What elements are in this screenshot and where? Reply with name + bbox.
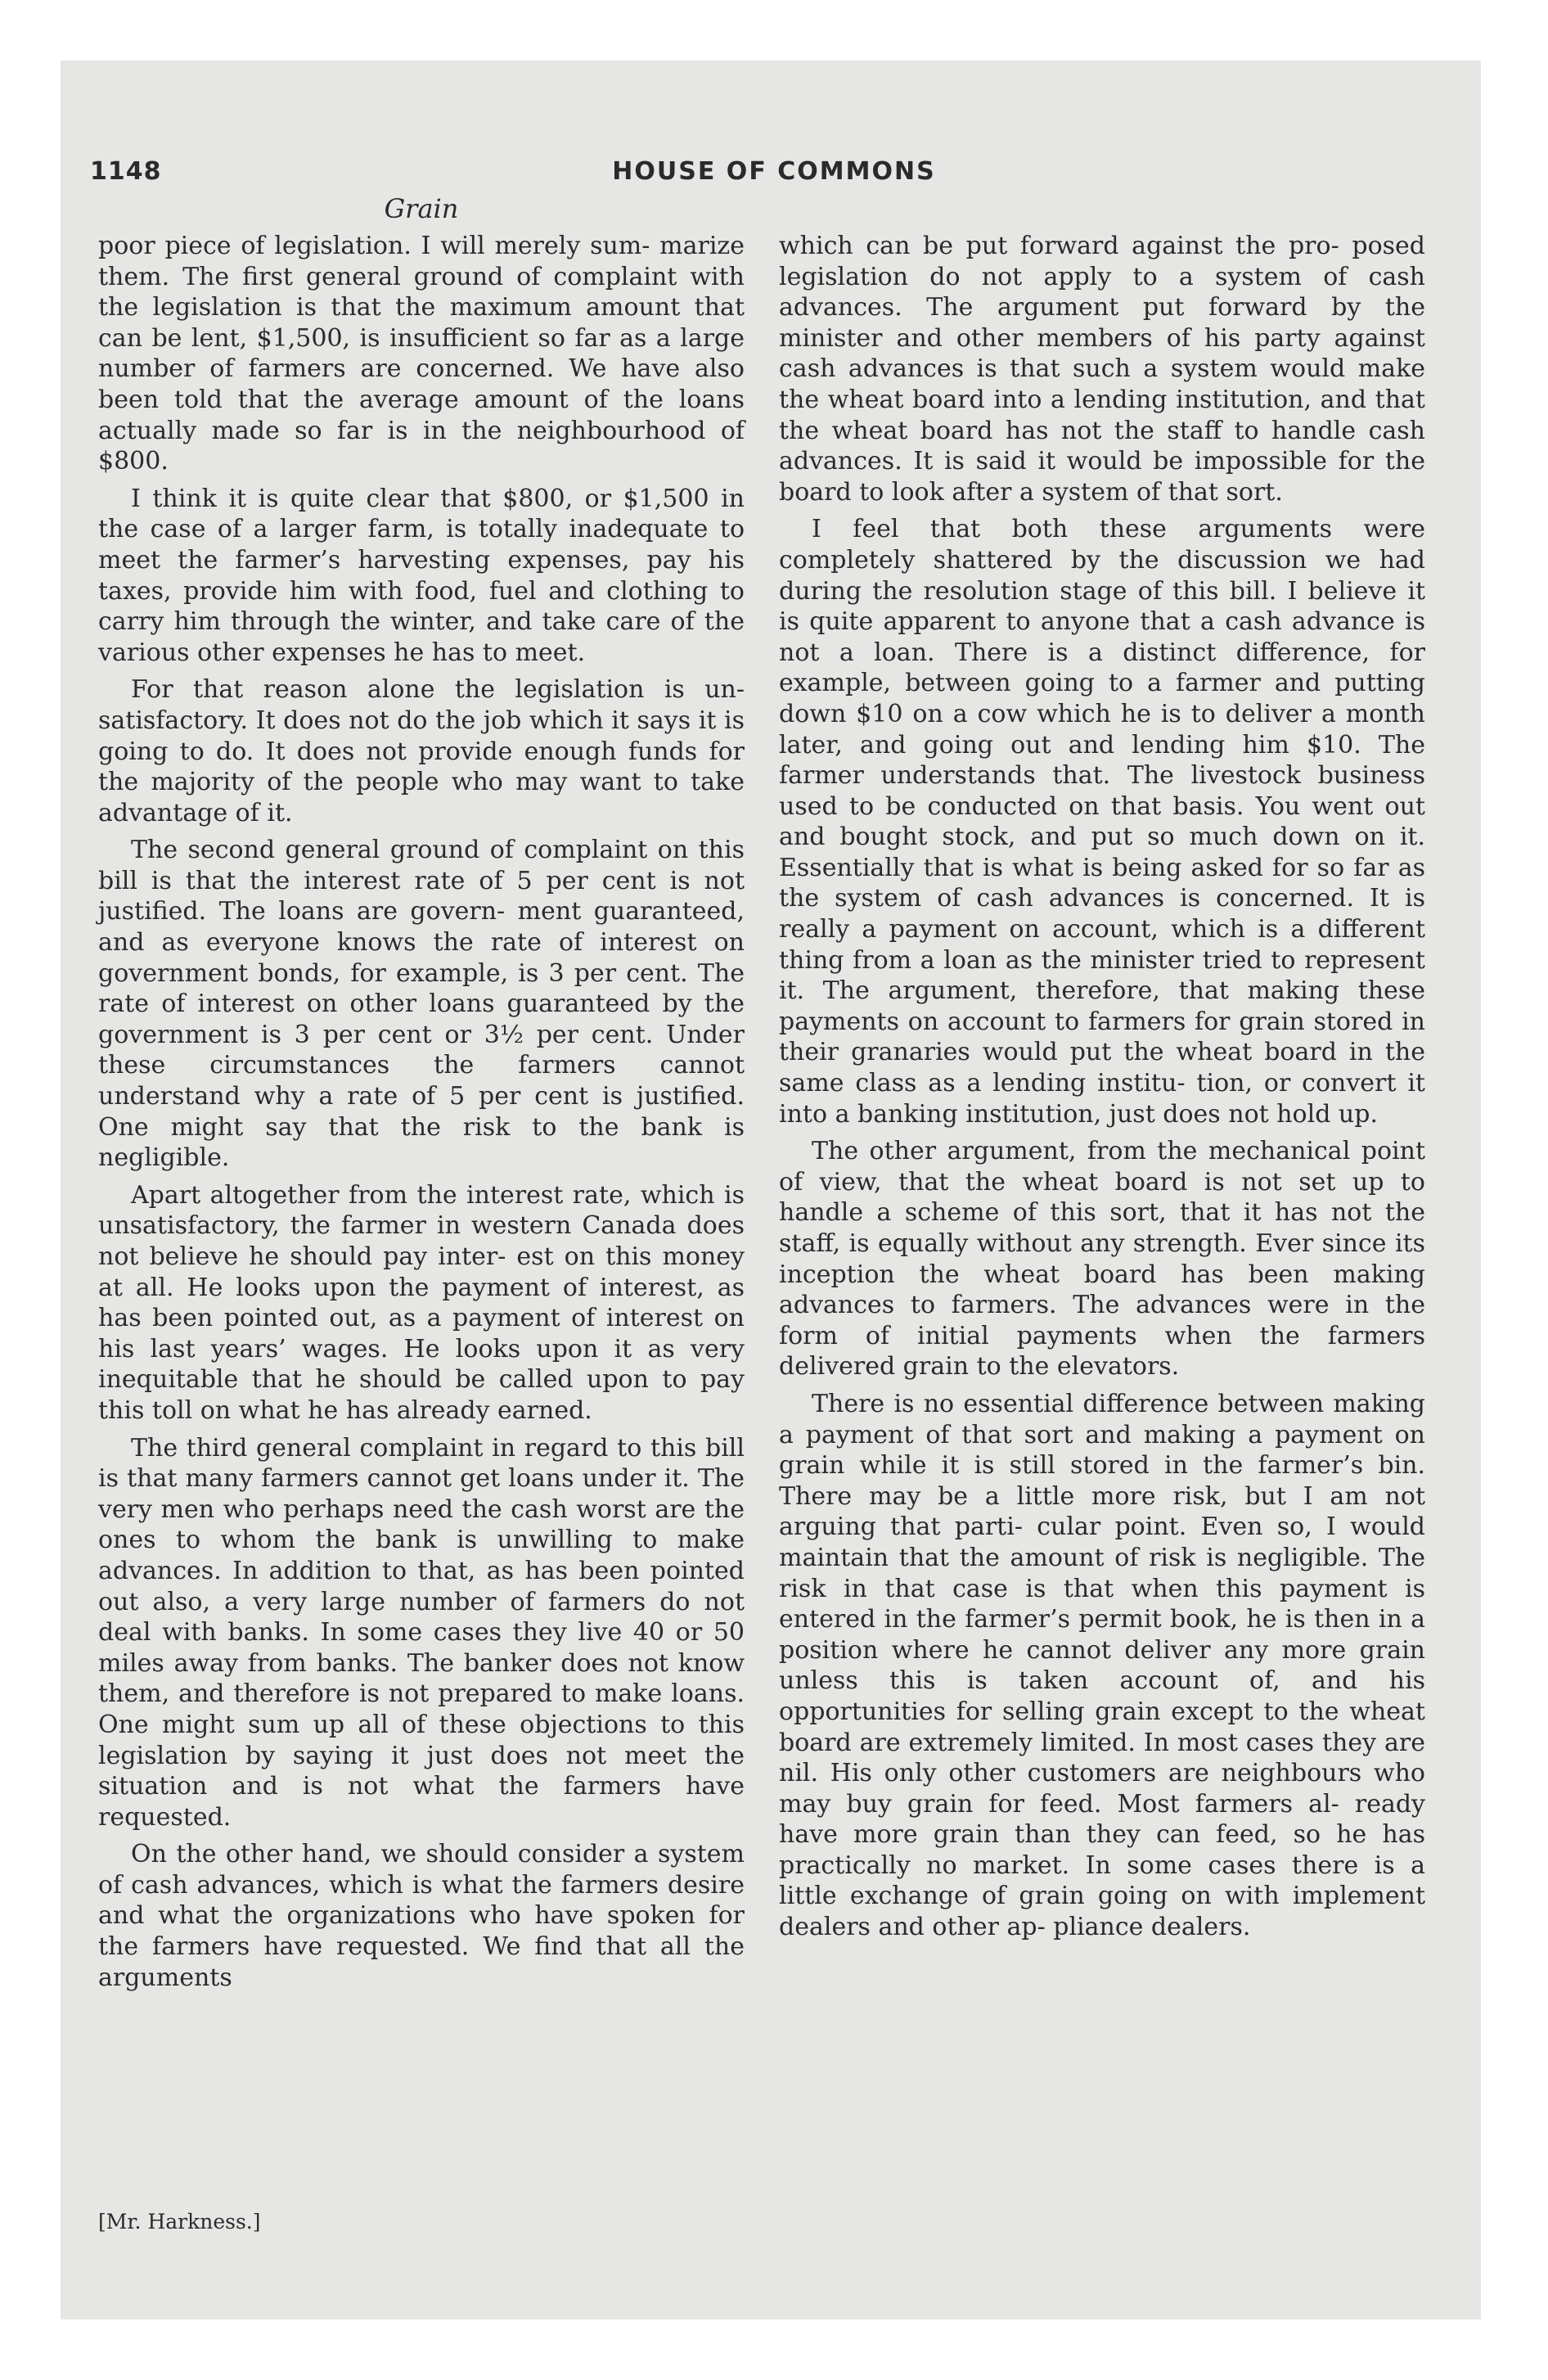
section-heading: Grain xyxy=(384,193,459,224)
paragraph: The third general complaint in regard to this bill is that many farmers cannot get loans under it. The very men who perhaps need the cash worst are the ones to whom the bank is unwilling to make advances. In addition to that, as has been pointed out also, a very large number of farmers do not deal with banks. In some cases they live 40 or 50 miles away from banks. The banker does not know them, and therefore is not prepared to make loans. One might sum up all of these objections to this legislation by saying it just does not meet the situation and is not what the farmers have requested. xyxy=(98,1433,745,1832)
speaker-attribution: [Mr. Harkness.] xyxy=(98,2210,261,2234)
paragraph: On the other hand, we should consider a system of cash advances, which is what the farmers desire and what the organizations who have spoken for the farmers have requested. We find that all the arguments xyxy=(98,1840,745,1992)
paragraph: which can be put forward against the pro- posed legislation do not apply to a system of cash advances. The argument put forward by the minister and other members of his party against cash advances is that such a system would make the wheat board into a lending institution, and that the wheat board has not the staff to handle cash advances. It is said it would be impossible for the board to look after a system of that sort. xyxy=(779,232,1425,507)
paragraph: For that reason alone the legislation is un- satisfactory. It does not do the job which it says it is going to do. It does not provide enough funds for the majority of the people who may want to take advantage of it. xyxy=(98,675,745,827)
paragraph: The second general ground of complaint on this bill is that the interest rate of 5 per cent is not justified. The loans are govern- ment guaranteed, and as everyone knows the rate of interest on government bonds, for example, is 3 per cent. The rate of interest on other loans guaranteed by the government is 3 per cent or 3½ per cent. Under these circumstances the farmers cannot understand why a rate of 5 per cent is justified. One might say that the risk to the bank is negligible. xyxy=(98,836,745,1173)
right-column xyxy=(779,231,1425,1950)
paragraph: Apart altogether from the interest rate, which is unsatisfactory, the farmer in western Canada does not believe he should pay inter- est on this money at all. He looks upon the payment of interest, as has been pointed out, as a payment of interest on his last years’ wages. He looks upon it as very inequitable that he should be called upon to pay this toll on what he has already earned. xyxy=(98,1180,745,1425)
page-number: 1148 xyxy=(90,157,162,186)
paragraph: I think it is quite clear that $800, or $1,500 in the case of a larger farm, is totally inadequate to meet the farmer’s harvesting expenses, pay his taxes, provide him with food, fuel and clothing to carry him through the winter, and take care of the various other expenses he has to meet. xyxy=(98,484,745,667)
paragraph: There is no essential difference between making a payment of that sort and making a payment on grain while it is still stored in the farmer’s bin. There may be a little more risk, but I am not arguing that parti- cular point. Even so, I would maintain that the amount of risk is negligible. The risk in that case is that when this payment is entered in the farmer’s permit book, he is then in a position where he cannot deliver any more grain unless this is taken account of, and his opportunities for selling grain except to the wheat board are extremely limited. In most cases they are nil. His only other customers are neighbours who may buy grain for feed. Most farmers al- ready have more grain than they can feed, so he has practically no market. In some cases there is a little exchange of grain going on with implement dealers and other ap- pliance dealers. xyxy=(779,1389,1425,1942)
paragraph: The other argument, from the mechanical point of view, that the wheat board is not set up to handle a scheme of this sort, that it has not the staff, is equally without any strength. Ever since its inception the wheat board has been making advances to farmers. The advances were in the form of initial payments when the farmers delivered grain to the elevators. xyxy=(779,1137,1425,1382)
running-head-title: HOUSE OF COMMONS xyxy=(612,157,936,186)
paragraph: poor piece of legislation. I will merely sum- marize them. The first general ground of complaint with the legislation is that the maximum amount that can be lent, $1,500, is insufficient so far as a large number of farmers are concerned. We have also been told that the average amount of the loans actually made so far is in the neighbourhood of $800. xyxy=(98,232,745,476)
left-column xyxy=(98,231,745,1999)
paragraph: I feel that both these arguments were completely shattered by the discussion we had during the resolution stage of this bill. I believe it is quite apparent to anyone that a cash advance is not a loan. There is a distinct difference, for example, between going to a farmer and putting down $10 on a cow which he is to deliver a month later, and going out and lending him $10. The farmer understands that. The livestock business used to be conducted on that basis. You went out and bought stock, and put so much down on it. Essentially that is what is being asked for so far as the system of cash advances is concerned. It is really a payment on account, which is a different thing from a loan as the minister tried to represent it. The argument, therefore, that making these payments on account to farmers for grain stored in their granaries would put the wheat board in the same class as a lending institu- tion, or convert it into a banking institution, just does not hold up. xyxy=(779,515,1425,1129)
